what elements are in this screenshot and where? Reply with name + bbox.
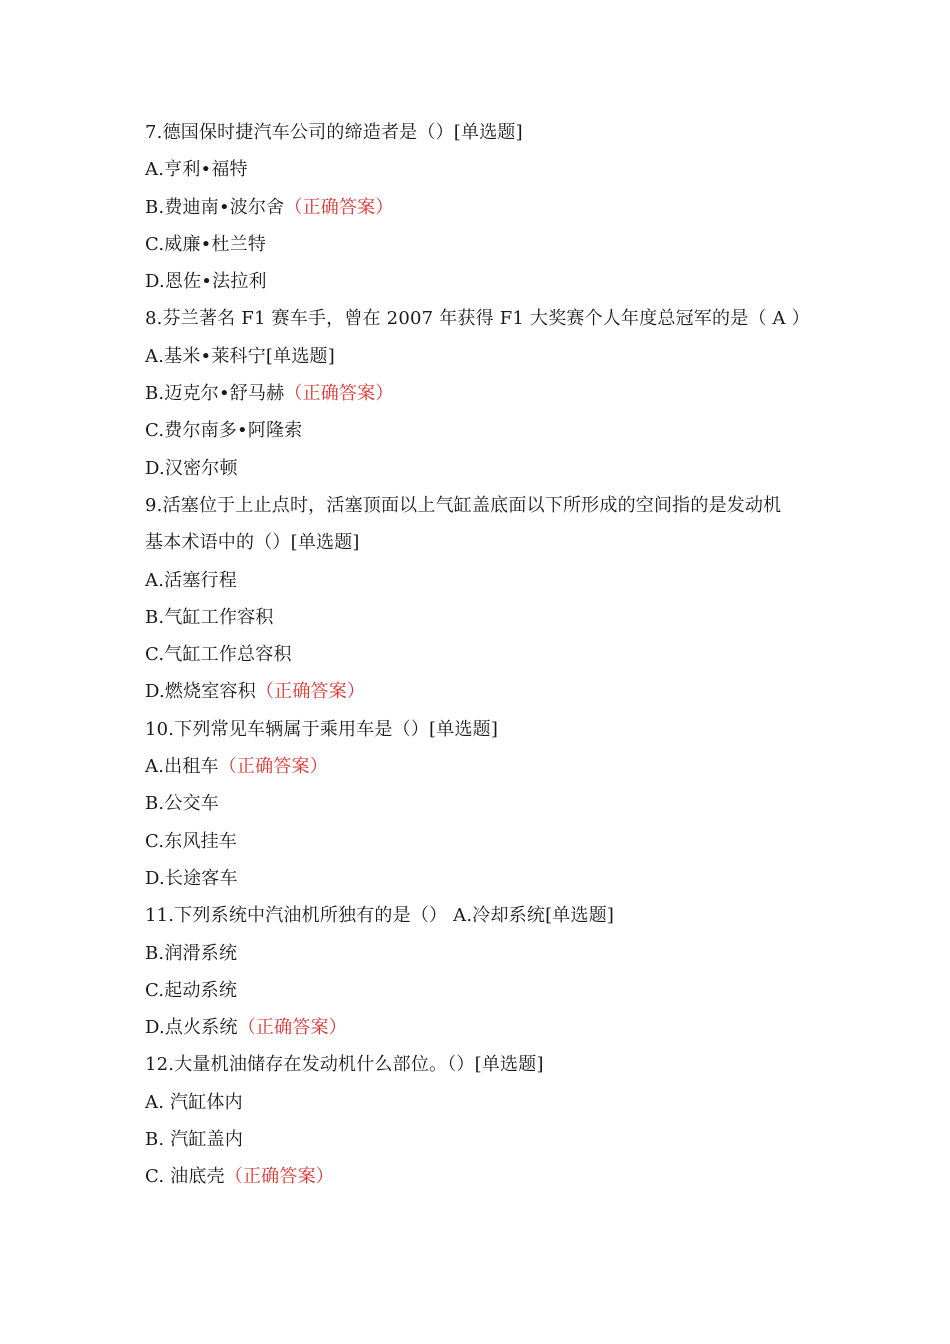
line-text: D.点火系统 [145,1017,238,1039]
line-text: B.气缸工作容积 [145,606,274,628]
text-line [145,636,835,673]
text-line [145,412,835,449]
correct-answer-tag: （正确答案） [255,681,366,703]
line-text: D.汉密尔顿 [145,457,238,479]
line-text: D.长途客车 [145,867,238,889]
line-text: B. 汽缸盖内 [145,1129,244,1151]
correct-answer-tag: （正确答案） [224,1166,334,1188]
line-text: 8.芬兰著名 F1 赛车手，曾在 2007 年获得 F1 大奖赛个人年度总冠军的是（ A ） [145,308,810,330]
text-line [145,972,835,1009]
text-line [145,1009,835,1046]
text-line [145,1158,835,1195]
line-text: B.迈克尔•舒马赫 [145,383,285,405]
text-line [145,300,835,337]
correct-answer-tag: （正确答案） [284,383,394,405]
text-line [145,189,835,226]
line-text: C.东风挂车 [145,830,238,852]
text-line [145,673,835,710]
text-line [145,1084,835,1121]
text-line [145,487,835,524]
text-line [145,823,835,860]
text-line [145,1121,835,1158]
line-text: C.威廉•杜兰特 [145,233,267,255]
line-text: C. 油底壳 [145,1166,225,1188]
correct-answer-tag: （正确答案） [218,756,328,778]
text-line [145,1046,835,1083]
quiz-content [145,114,835,1196]
text-line [145,562,835,599]
line-text: 12.大量机油储存在发动机什么部位。（）[单选题] [145,1054,544,1076]
line-text: A.出租车 [145,756,219,778]
text-line [145,748,835,785]
line-text: A.亨利•福特 [145,159,248,181]
line-text: B.公交车 [145,793,219,815]
line-text: 基本术语中的（）[单选题] [145,532,360,554]
line-text: A.活塞行程 [145,569,237,591]
text-line [145,524,835,561]
text-line [145,860,835,897]
text-line [145,226,835,263]
line-text: C.费尔南多•阿隆索 [145,420,303,442]
text-line [145,114,835,151]
line-text: 10.下列常见车辆属于乘用车是（）[单选题] [145,718,499,740]
text-line [145,151,835,188]
line-text: B.费迪南•波尔舍 [145,196,285,218]
line-text: D.燃烧室容积 [145,681,256,703]
text-line [145,935,835,972]
text-line [145,338,835,375]
correct-answer-tag: （正确答案） [237,1017,347,1039]
line-text: D.恩佐•法拉利 [145,271,267,293]
line-text: B.润滑系统 [145,942,238,964]
line-text: A.基米•莱科宁[单选题] [145,345,335,367]
text-line [145,711,835,748]
text-line [145,263,835,300]
line-text: C.气缸工作总容积 [145,644,292,666]
text-line [145,450,835,487]
text-line [145,599,835,636]
correct-answer-tag: （正确答案） [284,196,394,218]
text-line [145,375,835,412]
line-text: C.起动系统 [145,979,238,1001]
line-text: 9.活塞位于上止点时，活塞顶面以上气缸盖底面以下所形成的空间指的是发动机 [145,494,782,516]
text-line [145,785,835,822]
line-text: A. 汽缸体内 [145,1091,243,1113]
text-line [145,897,835,934]
line-text: 11.下列系统中汽油机所独有的是（） A.冷却系统[单选题] [145,905,615,927]
line-text: 7.德国保时捷汽车公司的缔造者是（）[单选题] [145,122,523,143]
